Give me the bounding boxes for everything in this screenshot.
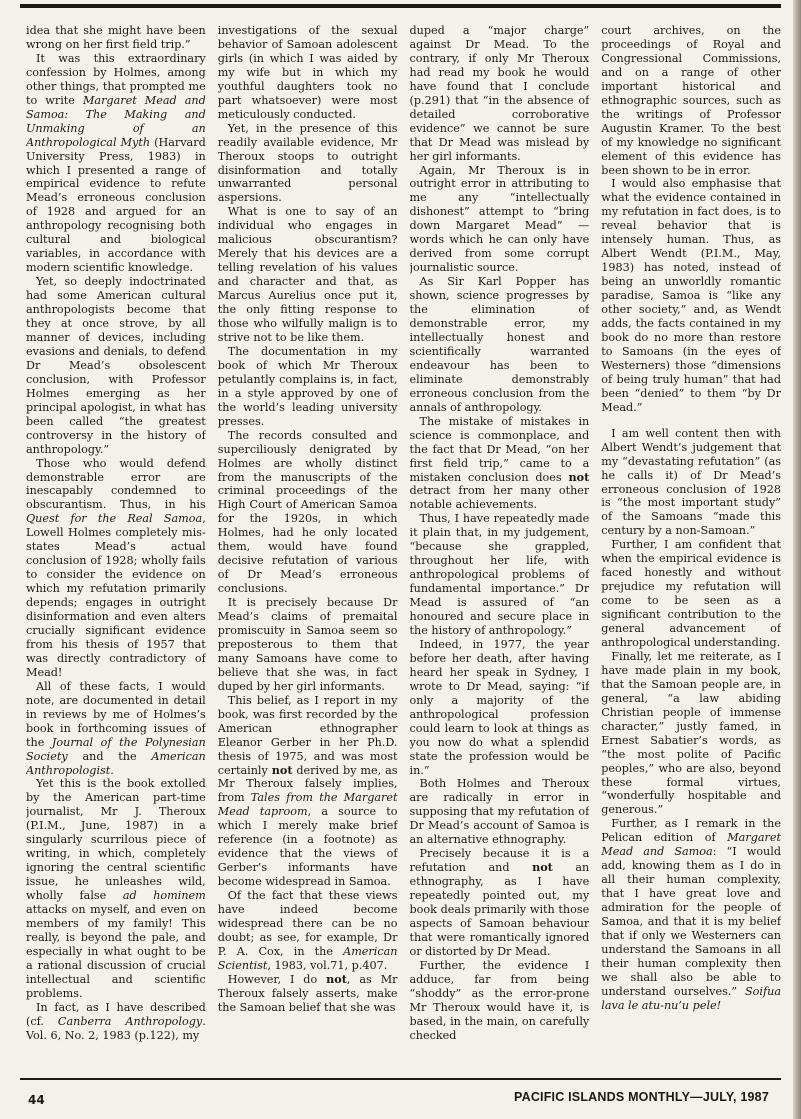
paragraph: It was this extraordinary confession by Holmes, among other things, that prompted me to write Margaret Mead and Samoa: The Making and Unmaking of an Anthropological Myth (Harvard University Press, 1983) in which I presented a range of empirical evidence to refute Mead’s erroneous conclusion of 1928 and argued for an anthropology recognising both cultural and biological variables, in accordance with modern scientific knowledge.	[26, 51, 206, 275]
top-rule	[20, 4, 781, 8]
paragraph: Precisely because it is a refutation and not an ethnography, as I have repeatedly pointed out, my book deals primarily with those aspects of Samoan behaviour that were romantically ignored or distorted by Dr Mead.	[409, 847, 590, 958]
paragraph: However, I do not, as Mr Theroux falsely asserts, make the Samoan belief that she was	[217, 971, 398, 1014]
paragraph: idea that she might have been wrong on her first field trip.”	[26, 24, 206, 51]
paragraph: Both Holmes and Theroux are radically in error in supposing that my refutation of Dr Mead’s account of Samoa is an alternative ethnography.	[409, 777, 590, 847]
paragraph: Of the fact that these views have indeed become widespread there can be no doubt; as see, for example, Dr P. A. Cox, in the American Scientist, 1983, vol.71, p.407.	[217, 889, 398, 972]
paragraph: What is one to say of an individual who engages in malicious obscurantism? Merely that his devices are a telling revelation of his values and character and that, as Marcus Aurelius once put it, the only fitting response to those who wilfully malign is to strive not to be like them.	[217, 205, 398, 344]
text-column-2	[218, 24, 398, 1064]
text-column-4	[601, 24, 781, 1064]
paragraph: Yet, so deeply indoctrinated had some American cultural anthropologists become that they at once strove, by all manner of devices, including evasions and denials, to defend Dr Mead’s obsolescent conclusion, with Professor Holmes emerging as her principal apologist, in what has been called “the greatest controversy in the history of anthropology.”	[26, 275, 206, 456]
paragraph: Further, as I remark in the Pelican edition of Margaret Mead and Samoa: “I would add, knowing them as I do in all their human complexity, that I have great love and admiration for the people of Samoa, and that it is my belief that if only we Westerners can understand the Samoans in all their human complexity then we shall also be able to understand ourselves.” Soifua lava le atu-nu’u pele!	[601, 817, 781, 1012]
paragraph: investigations of the sexual behavior of Samoan adolescent girls (in which I was aided by my wife but in which my youthful daughters took no part whatsoever) were most meticulously conducted.	[217, 24, 398, 121]
paragraph: duped a “major charge” against Dr Mead. To the contrary, if only Mr Theroux had read my book he would have found that I conclude (p.291) that “in the absence of detailed corroborative evidence” we cannot be sure that Dr Mead was mislead by her girl informants.	[409, 24, 590, 163]
paragraph: As Sir Karl Popper has shown, science progresses by the elimination of demonstrable error, my intellectually honest and scientifically warranted endeavour has been to eliminate demonstrably erroneous conclusion from the annals of anthropology.	[409, 275, 590, 414]
paragraph: The documentation in my book of which Mr Theroux petulantly complains is, in fact, in a style approved by one of the world’s leading university presses.	[217, 344, 398, 428]
paragraph: The mistake of mistakes in science is commonplace, and the fact that Dr Mead, “on her first field trip,” came to a mistaken conclusion does not detract from her many other notable achievements.	[409, 414, 590, 512]
paragraph: Those who would defend demonstrable error are inescapably condemned to obscurantism. Thus, in his Quest for the Real Samoa, Lowell Holmes completely mis-states Mead’s actual conclusion of 1928; wholly fails to consider the evidence on which my refutation primarily depends; engages in outright disinformation and even alters crucially significant evidence from his thesis of 1957 that was directly contradictory of Mead!	[26, 456, 206, 679]
running-footer: PACIFIC ISLANDS MONTHLY—JULY, 1987	[513, 1090, 769, 1104]
paragraph: Finally, let me reiterate, as I have made plain in my book, that the Samoan people are, in general, “a law abiding Christian people of immense character,” justly famed, in Ernest Sabatier’s words, as “the most polite of Pacific peoples,” who are also, beyond these formal virtues, “wonderfully hospitable and generous.”	[601, 649, 781, 817]
paragraph: Yet this is the book extolled by the American part-time journalist, Mr J. Theroux (P.I.M., June, 1987) in a singularly scurrilous piece of writing, in which, completely ignoring the central scientific issue, he unleashes wild, wholly false ad hominem attacks on myself, and even on members of my family! This really, is beyond the pale, and especially in what ought to be a rational discussion of crucial intellectual and scientific problems.	[26, 777, 206, 1000]
paragraph: Yet, in the presence of this readily available evidence, Mr Theroux stoops to outright disinformation and totally unwarranted personal aspersions.	[217, 121, 398, 205]
paragraph: Again, Mr Theroux is in outright error in attributing to me any “intellectually dishonest” attempt to “bring down Margaret Mead” — words which he can only have derived from some corrupt journalistic source.	[409, 163, 590, 275]
paragraph: Further, the evidence I adduce, far from being “shoddy” as the error-prone Mr Theroux would have it, is based, in the main, on carefully checked	[409, 958, 590, 1042]
paragraph: I would also emphasise that what the evidence contained in my refutation in fact does, is to reveal behavior that is intensely human. Thus, as Albert Wendt (P.I.M., May, 1983) has noted, instead of being an unworldly romantic paradise, Samoa is “like any other society,” and, as Wendt adds, the facts contained in my book do no more than restore to Samoans (in the eyes of Westerners) those “dimensions of being truly human” that had been “denied” to them “by Dr Mead.”	[601, 177, 781, 414]
paragraph: The records consulted and superciliously denigrated by Holmes are wholly distinct from the manuscripts of the criminal proceedings of the High Court of American Samoa for the 1920s, in which Holmes, had he only located them, would have found decisive refutation of various of Dr Mead’s erroneous conclusions.	[217, 428, 398, 596]
text-column-3	[410, 24, 590, 1064]
page-edge-shadow	[793, 0, 801, 1119]
page-number: 44	[28, 1093, 45, 1107]
paragraph: Indeed, in 1977, the year before her death, after having heard her speak in Sydney, I wrote to Dr Mead, saying: “if only a majority of the anthropological profession could learn to look at things as you now do what a splendid state the profession would be in.”	[409, 637, 590, 777]
footer-rule	[20, 1078, 781, 1080]
paragraph: All of these facts, I would note, are documented in detail in reviews by me of Holmes’s book in forthcoming issues of the Journal of the Polynesian Society and the American Anthropologist.	[26, 679, 206, 777]
paragraph: Thus, I have repeatedly made it plain that, in my judgement, “because she grappled, throughout her life, with anthropological problems of fundamental importance.” Dr Mead is assured of “an honoured and secure place in the history of anthropology.”	[409, 512, 590, 637]
paragraph: This belief, as I report in my book, was first recorded by the American ethnographer Eleanor Gerber in her Ph.D. thesis of 1975, and was most certainly not derived by me, as Mr Theroux falsely implies, from Tales from the Margaret Mead taproom, a source to which I merely make brief reference (in a footnote) as evidence that the views of Gerber’s informants have become widespread in Samoa.	[217, 693, 398, 889]
paragraph: Further, I am confident that when the empirical evidence is faced honestly and without prejudice my refutation will come to be seen as a significant contribution to the general advancement of anthropological understanding.	[601, 538, 781, 649]
text-column-1	[26, 24, 206, 1064]
paragraph: It is precisely because Dr Mead’s claims of premaital promiscuity in Samoa seem so preposterous to them that many Samoans have come to believe that she was, in fact duped by her girl informants.	[217, 596, 398, 693]
paragraph: In fact, as I have described (cf. Canberra Anthropology. Vol. 6, No. 2, 1983 (p.122), my	[26, 1000, 206, 1042]
paragraph: I am well content then with Albert Wendt’s judgement that my “devastating refutation” (as he calls it) of Dr Mead’s erroneous conclusion of 1928 is “the most important study” of the Samoans “made this century by a non-Samoan.”	[601, 426, 781, 538]
article-body	[26, 24, 781, 1064]
paragraph: court archives, on the proceedings of Royal and Congressional Commissions, and on a range of other important historical and ethnographic sources, such as the writings of Professor Augustin Kramer. To the best of my knowledge no significant element of this evidence has been shown to be in error.	[601, 24, 781, 177]
